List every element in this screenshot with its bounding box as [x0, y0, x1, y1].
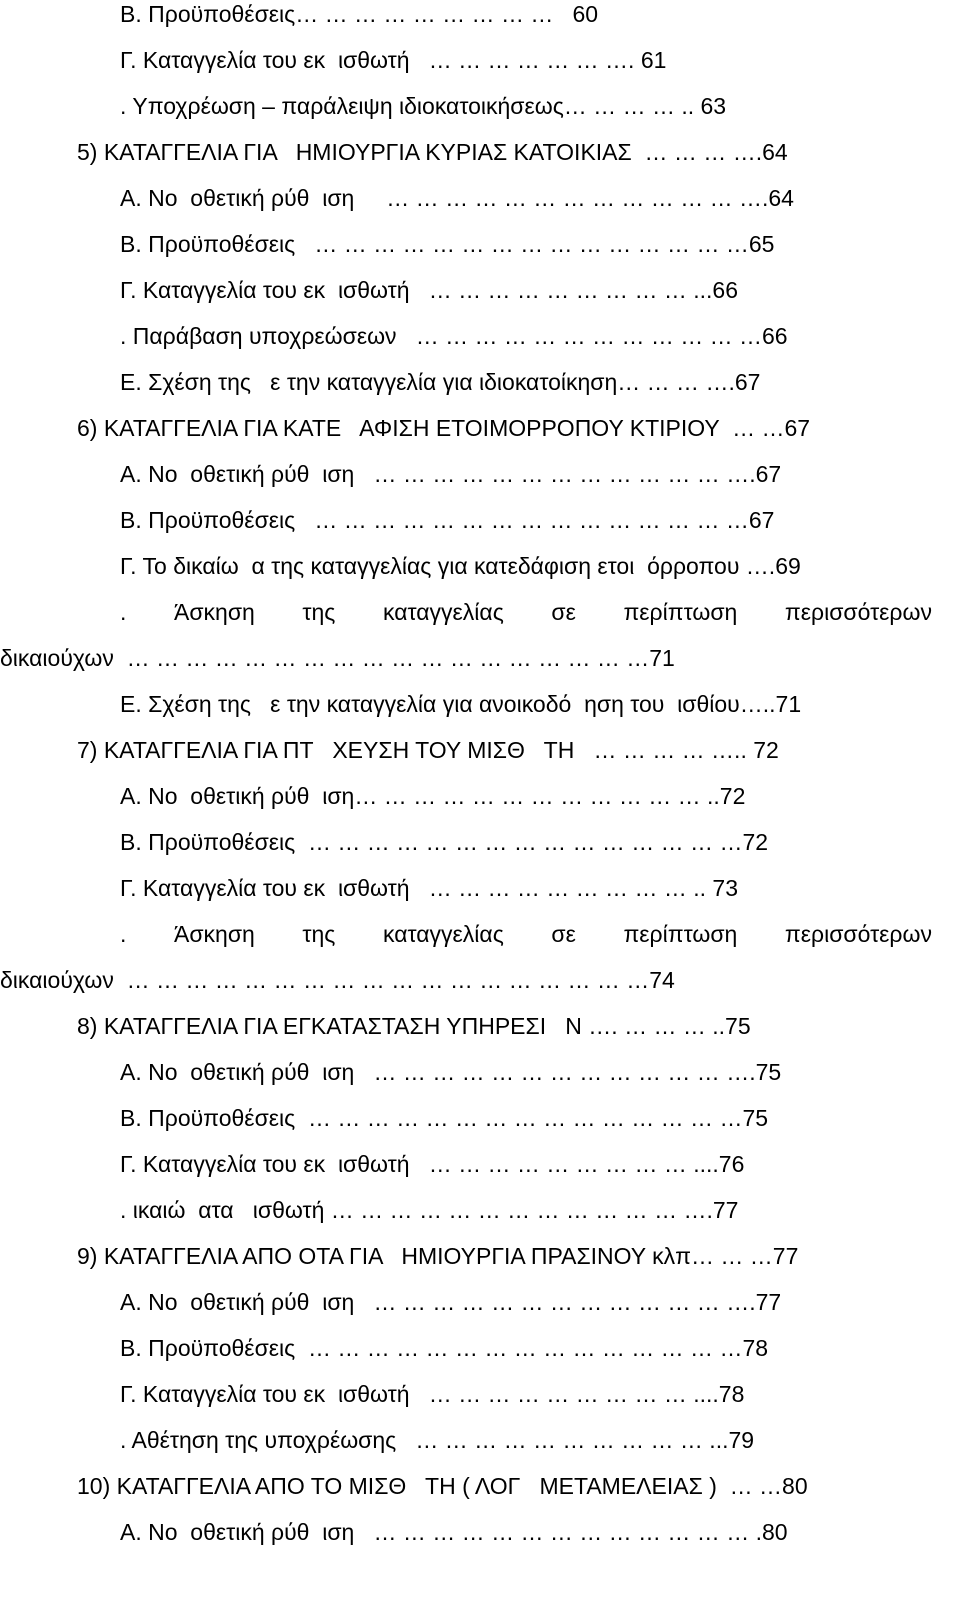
- word: Άσκηση: [173, 921, 255, 947]
- word: καταγγελίας: [382, 599, 504, 625]
- word: περίπτωση: [623, 921, 738, 947]
- toc-entry: Γ. Καταγγελία του εκ ισθωτή … … … … … … … … … ....76: [120, 1151, 745, 1177]
- word: περισσότερων: [784, 599, 932, 625]
- toc-chapter: 9) ΚΑΤΑΓΓΕΛΙΑ ΑΠΟ ΟΤΑ ΓΙΑ ΗΜΙΟΥΡΓΙΑ ΠΡΑΣΙΝΟΥ κλπ… … …77: [77, 1243, 799, 1269]
- toc-entry: Α. Νο οθετική ρύθ ιση … … … … … … … … … … … … ….75: [120, 1059, 782, 1085]
- word: σε: [551, 599, 576, 625]
- word: της: [302, 921, 336, 947]
- toc-entry: Ε. Σχέση της ε την καταγγελία για ιδιοκατοίκηση… … … ….67: [120, 369, 761, 395]
- toc-entry: Γ. Καταγγελία του εκ ισθωτή … … … … … … … … … ....78: [120, 1381, 745, 1407]
- toc-entry: Β. Προϋποθέσεις … … … … … … … … … … … … … … …72: [120, 829, 769, 855]
- toc-entry: . ικαιώ ατα ισθωτή … … … … … … … … … … … … ….77: [120, 1197, 739, 1223]
- toc-chapter: 10) ΚΑΤΑΓΓΕΛΙΑ ΑΠΟ ΤΟ ΜΙΣΘ ΤΗ ( ΛΟΓ ΜΕΤΑΜΕΛΕΙΑΣ ) … …80: [77, 1473, 808, 1499]
- toc-entry: Γ. Το δικαίω α της καταγγελίας για κατεδάφιση ετοι όρροπου ….69: [120, 553, 801, 579]
- toc-chapter: 7) ΚΑΤΑΓΓΕΛΙΑ ΓΙΑ ΠΤ ΧΕΥΣΗ ΤΟΥ ΜΙΣΘ ΤΗ … … … … ….. 72: [77, 737, 779, 763]
- toc-chapter: 8) ΚΑΤΑΓΓΕΛΙΑ ΓΙΑ ΕΓΚΑΤΑΣΤΑΣΗ ΥΠΗΡΕΣΙ Ν …. … … … ..75: [77, 1013, 751, 1039]
- toc-entry-justified: [120, 920, 932, 948]
- word: καταγγελίας: [382, 921, 504, 947]
- toc-entry: . Υποχρέωση – παράλειψη ιδιοκατοικήσεως… … … … .. 63: [120, 93, 727, 119]
- toc-entry: Α. Νο οθετική ρύθ ιση … … … … … … … … … … … … … .80: [120, 1519, 788, 1545]
- toc-entry: Β. Προϋποθέσεις … … … … … … … … … … … … … … …78: [120, 1335, 769, 1361]
- word: Άσκηση: [173, 599, 255, 625]
- toc-chapter: 5) ΚΑΤΑΓΓΕΛΙΑ ΓΙΑ ΗΜΙΟΥΡΓΙΑ ΚΥΡΙΑΣ ΚΑΤΟΙΚΙΑΣ … … … ….64: [77, 139, 788, 165]
- toc-entry: Β. Προϋποθέσεις … … … … … … … … … … … … … … …67: [120, 507, 775, 533]
- toc-entry: Β. Προϋποθέσεις … … … … … … … … … … … … … … …75: [120, 1105, 769, 1131]
- toc-entry: Γ. Καταγγελία του εκ ισθωτή … … … … … … …. 61: [120, 47, 667, 73]
- toc-entry: Α. Νο οθετική ρύθ ιση … … … … … … … … … … … … ….67: [120, 461, 782, 487]
- word: .: [120, 921, 127, 947]
- toc-entry-justified: [120, 598, 932, 626]
- toc-entry: Γ. Καταγγελία του εκ ισθωτή … … … … … … … … … ...66: [120, 277, 738, 303]
- toc-entry: Β. Προϋποθέσεις … … … … … … … … … … … … … … …65: [120, 231, 775, 257]
- word: περίπτωση: [623, 599, 738, 625]
- toc-entry-continuation: δικαιούχων … … … … … … … … … … … … … … … … … …74: [0, 967, 675, 993]
- word: σε: [551, 921, 576, 947]
- toc-entry: Ε. Σχέση της ε την καταγγελία για ανοικοδό ηση του ισθίου…..71: [120, 691, 802, 717]
- toc-entry: . Παράβαση υποχρεώσεων … … … … … … … … … … … …66: [120, 323, 788, 349]
- toc-entry: Α. Νο οθετική ρύθ ιση… … … … … … … … … … … … ..72: [120, 783, 746, 809]
- toc-entry-continuation: δικαιούχων … … … … … … … … … … … … … … … … … …71: [0, 645, 675, 671]
- word: .: [120, 599, 127, 625]
- toc-entry: . Αθέτηση της υποχρέωσης … … … … … … … … … … ...79: [120, 1427, 755, 1453]
- word: της: [302, 599, 336, 625]
- toc-entry: Γ. Καταγγελία του εκ ισθωτή … … … … … … … … … .. 73: [120, 875, 738, 901]
- word: περισσότερων: [784, 921, 932, 947]
- toc-chapter: 6) ΚΑΤΑΓΓΕΛΙΑ ΓΙΑ ΚΑΤΕ ΑΦΙΣΗ ΕΤΟΙΜΟΡΡΟΠΟΥ ΚΤΙΡΙΟΥ … …67: [77, 415, 811, 441]
- toc-entry: Β. Προϋποθέσεις… … … … … … … … … 60: [120, 1, 599, 27]
- toc-entry: Α. Νο οθετική ρύθ ιση … … … … … … … … … … … … ….77: [120, 1289, 782, 1315]
- toc-entry: Α. Νο οθετική ρύθ ιση … … … … … … … … … … … … ….64: [120, 185, 794, 211]
